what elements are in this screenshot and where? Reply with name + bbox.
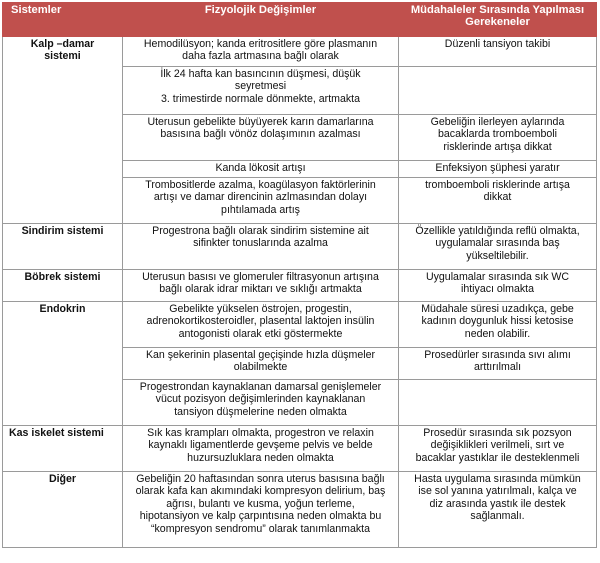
header-row	[3, 3, 597, 37]
table-row	[3, 472, 597, 548]
system-cell-musculoskeletal: Kas iskelet sistemi	[3, 426, 123, 472]
change-cell: Gebeliğin 20 haftasından sonra uterus basısına bağlı olarak kafa kan akımındaki kompresyon delirium, baş ağrısı, bulantı ve kusma, yoğun terleme, hipotansiyon ve kalp çarpıntısına neden olmakta bu “kompresyon sendromu” olarak tanımlanmakta	[123, 472, 399, 548]
action-cell: Prosedürler sırasında sıvı alımı arttırılmalı	[399, 348, 597, 380]
change-cell: Sık kas krampları olmakta, progestron ve relaxin kaynaklı ligamentlerde gevşeme pelvis ve belde huzursuzluklara neden olmakta	[123, 426, 399, 472]
system-cell-other: Diğer	[3, 472, 123, 548]
table-row	[3, 270, 597, 302]
table-row	[3, 426, 597, 472]
change-cell: Uterusun basısı ve glomeruler filtrasyonun artışına bağlı olarak idrar miktarı ve sıklığı artmakta	[123, 270, 399, 302]
action-cell: Prosedür sırasında sık pozsyon değişiklikleri verilmeli, sırt ve bacaklar yastıklar ile desteklenmeli	[399, 426, 597, 472]
change-cell: Kanda lökosit artışı	[123, 161, 399, 178]
change-cell: Uterusun gebelikte büyüyerek karın damarlarına basısına bağlı vönöz dolaşımının azalması	[123, 115, 399, 161]
action-cell: Gebeliğin ilerleyen aylarında bacaklarda tromboemboli risklerinde artışa dikkat	[399, 115, 597, 161]
action-cell: Hasta uygulama sırasında mümkün ise sol yanına yatırılmalı, kalça ve diz arasında yastık ile destek sağlanmalı.	[399, 472, 597, 548]
change-cell: Trombositlerde azalma, koagülasyon faktörlerinin artışı ve damar direncinin azlmasından dolayı pıhtılamada artış	[123, 178, 399, 224]
action-cell	[399, 67, 597, 115]
action-cell: Düzenli tansiyon takibi	[399, 37, 597, 67]
table-row	[3, 302, 597, 348]
header-physiological-changes: Fizyolojik Değişimler	[123, 3, 399, 37]
header-interventions: Müdahaleler Sırasında Yapılması Gerekeneler	[399, 3, 597, 37]
change-cell: İlk 24 hafta kan basıncının düşmesi, düşük seyretmesi 3. trimestirde normale dönmekte, artmakta	[123, 67, 399, 115]
action-cell: tromboemboli risklerinde artışa dikkat	[399, 178, 597, 224]
table-row	[3, 224, 597, 270]
change-cell: Hemodilüsyon; kanda eritrositlere göre plasmanın daha fazla artmasına bağlı olarak	[123, 37, 399, 67]
system-cell-digestive: Sindirim sistemi	[3, 224, 123, 270]
table-row	[3, 37, 597, 67]
change-cell: Progestrondan kaynaklanan damarsal genişlemeler vücut pozisyon değişimlerinden kaynaklanan tansiyon düşmelerine neden olmakta	[123, 380, 399, 426]
system-cell-endocrine: Endokrin	[3, 302, 123, 426]
change-cell: Kan şekerinin plasental geçişinde hızla düşmeler olabilmekte	[123, 348, 399, 380]
action-cell: Özellikle yatıldığında reflü olmakta, uygulamalar sırasında baş yükseltilebilir.	[399, 224, 597, 270]
change-cell: Progestrona bağlı olarak sindirim sistemine ait sifinkter tonuslarında azalma	[123, 224, 399, 270]
header-systems: Sistemler	[3, 3, 123, 37]
change-cell: Gebelikte yükselen östrojen, progestin, adrenokortikosteroidler, plasental laktojen insülin antogonisti olarak etki göstermekte	[123, 302, 399, 348]
action-cell: Enfeksiyon şüphesi yaratır	[399, 161, 597, 178]
action-cell	[399, 380, 597, 426]
pregnancy-systems-table	[2, 2, 597, 548]
system-cell-cardiovascular: Kalp –damar sistemi	[3, 37, 123, 224]
action-cell: Müdahale süresi uzadıkça, gebe kadının doygunluk hissi ketosise neden olabilir.	[399, 302, 597, 348]
action-cell: Uygulamalar sırasında sık WC ihtiyacı olmakta	[399, 270, 597, 302]
system-cell-renal: Böbrek sistemi	[3, 270, 123, 302]
